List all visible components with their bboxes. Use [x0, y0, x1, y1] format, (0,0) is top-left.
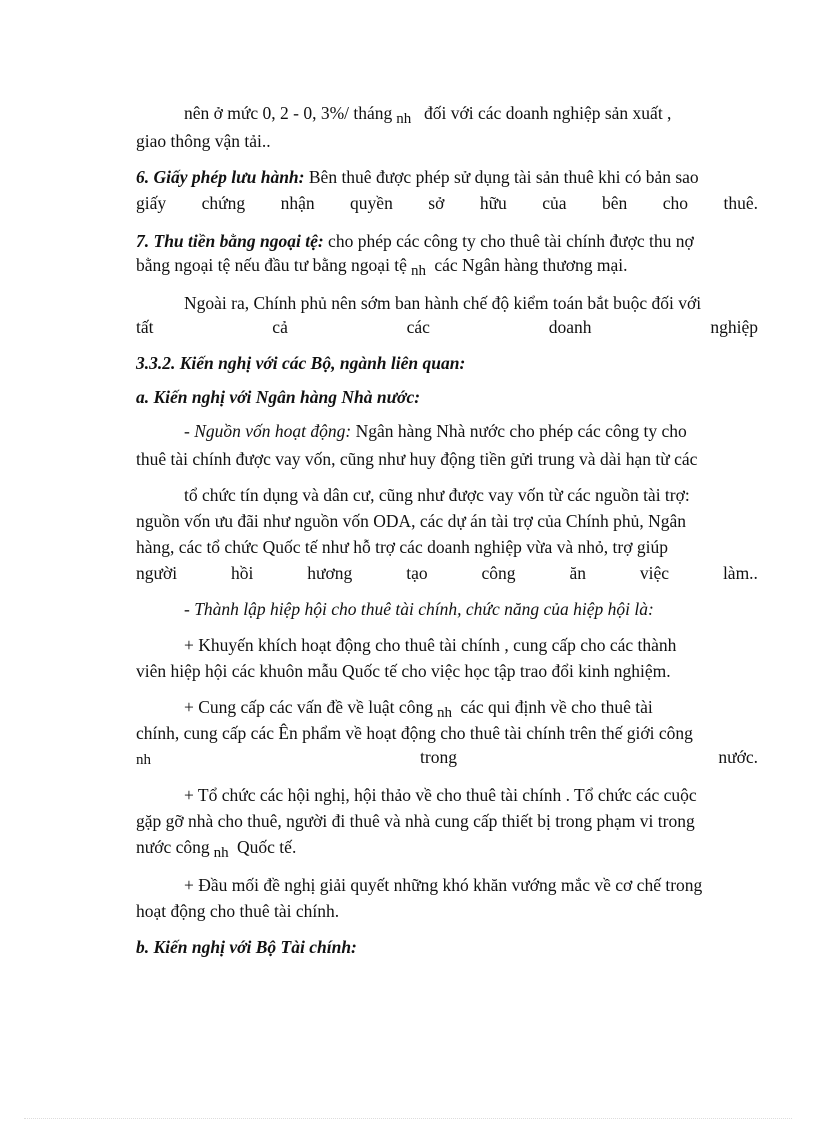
page-bottom-rule	[24, 1118, 792, 1119]
word: công	[481, 563, 516, 583]
section-heading: a. Kiến nghị với Ngân hàng Nhà nước:	[136, 387, 421, 407]
text-line: viên hiệp hội các khuôn mẫu Quốc tế cho việc học tập trao đổi kinh nghiệm.	[136, 661, 671, 681]
section-heading: b. Kiến nghị với Bộ Tài chính:	[136, 937, 357, 957]
text-line: hàng, các tổ chức Quốc tế như hỗ trợ các doanh nghiệp vừa và nhỏ, trợ giúp	[136, 537, 668, 557]
text-line: nguồn vốn ưu đãi như nguồn vốn ODA, các dự án tài trợ của Chính phủ, Ngân	[136, 511, 686, 531]
text-line: thuê tài chính được vay vốn, cũng như huy động tiền gửi trung và dài hạn từ các	[136, 449, 698, 469]
text-line: - Nguồn vốn hoạt động: Ngân hàng Nhà nước cho phép các công ty cho	[184, 421, 687, 441]
justified-line	[136, 316, 758, 338]
word: các	[406, 317, 430, 337]
word: bên	[602, 193, 628, 213]
word: hữu	[479, 193, 507, 213]
word: việc	[639, 563, 670, 583]
word: hương	[307, 563, 353, 583]
word: làm..	[722, 563, 758, 583]
word: người	[136, 563, 178, 583]
text-line: 6. Giấy phép lưu hành: Bên thuê được phép sử dụng tài sản thuê khi có bản sao	[136, 167, 699, 187]
text-line: 7. Thu tiền bằng ngoại tệ: cho phép các công ty cho thuê tài chính được thu nợ	[136, 231, 694, 251]
text-line: hoạt động cho thuê tài chính.	[136, 901, 340, 921]
justified-line	[420, 746, 758, 768]
word: trong	[420, 747, 457, 767]
word: tất	[136, 317, 154, 337]
word: chứng	[201, 193, 246, 213]
justified-line	[136, 192, 758, 214]
word: cả	[272, 317, 288, 337]
section-heading: 3.3.2. Kiến nghị với các Bộ, ngành liên quan:	[136, 353, 466, 373]
text-line: tổ chức tín dụng và dân cư, cũng như được vay vốn từ các nguồn tài trợ:	[184, 485, 690, 505]
text-line: bằng ngoại tệ nếu đầu tư bằng ngoại tệ nh các Ngân hàng thương mại.	[136, 255, 628, 279]
section-label: 6. Giấy phép lưu hành:	[136, 167, 305, 187]
word: doanh	[548, 317, 592, 337]
text-line: Ngoài ra, Chính phủ nên sớm ban hành chế độ kiểm toán bắt buộc đối với	[184, 293, 702, 313]
text-line: giao thông vận tải..	[136, 131, 271, 151]
text-line: + Đầu mối đề nghị giải quyết những khó khăn vướng mắc về cơ chế trong	[184, 875, 703, 895]
word: nước.	[718, 747, 758, 767]
word: tạo	[406, 563, 428, 583]
word: ăn	[569, 563, 586, 583]
word: hồi	[231, 563, 254, 583]
text-line: + Cung cấp các vấn đề về luật công nh các qui định về cho thuê tài	[184, 697, 653, 721]
word: quyền	[350, 193, 393, 213]
section-label: 7. Thu tiền bằng ngoại tệ:	[136, 231, 324, 251]
text-line: - Thành lập hiệp hội cho thuê tài chính, chức năng của hiệp hội là:	[184, 599, 654, 619]
word: giấy	[136, 193, 167, 213]
text-line: gặp gỡ nhà cho thuê, người đi thuê và nhà cung cấp thiết bị trong phạm vi trong	[136, 811, 695, 831]
word: nghiệp	[710, 317, 758, 337]
word: của	[542, 193, 567, 213]
text-line: + Khuyến khích hoạt động cho thuê tài chính , cung cấp cho các thành	[184, 635, 677, 655]
justified-line	[136, 562, 758, 584]
text-line: + Tổ chức các hội nghị, hội thảo về cho thuê tài chính . Tổ chức các cuộc	[184, 785, 697, 805]
word: thuê.	[723, 193, 758, 213]
text-line: chính, cung cấp các Ên phẩm về hoạt động cho thuê tài chính trên thế giới công	[136, 723, 693, 743]
word: nhận	[280, 193, 315, 213]
word: cho	[662, 193, 689, 213]
text-fragment: nh	[136, 752, 151, 768]
text-line: nên ở mức 0, 2 - 0, 3%/ tháng nh đối với các doanh nghiệp sản xuất ,	[184, 103, 672, 127]
text-line: nước công nh Quốc tế.	[136, 837, 297, 861]
word: sở	[428, 193, 445, 213]
